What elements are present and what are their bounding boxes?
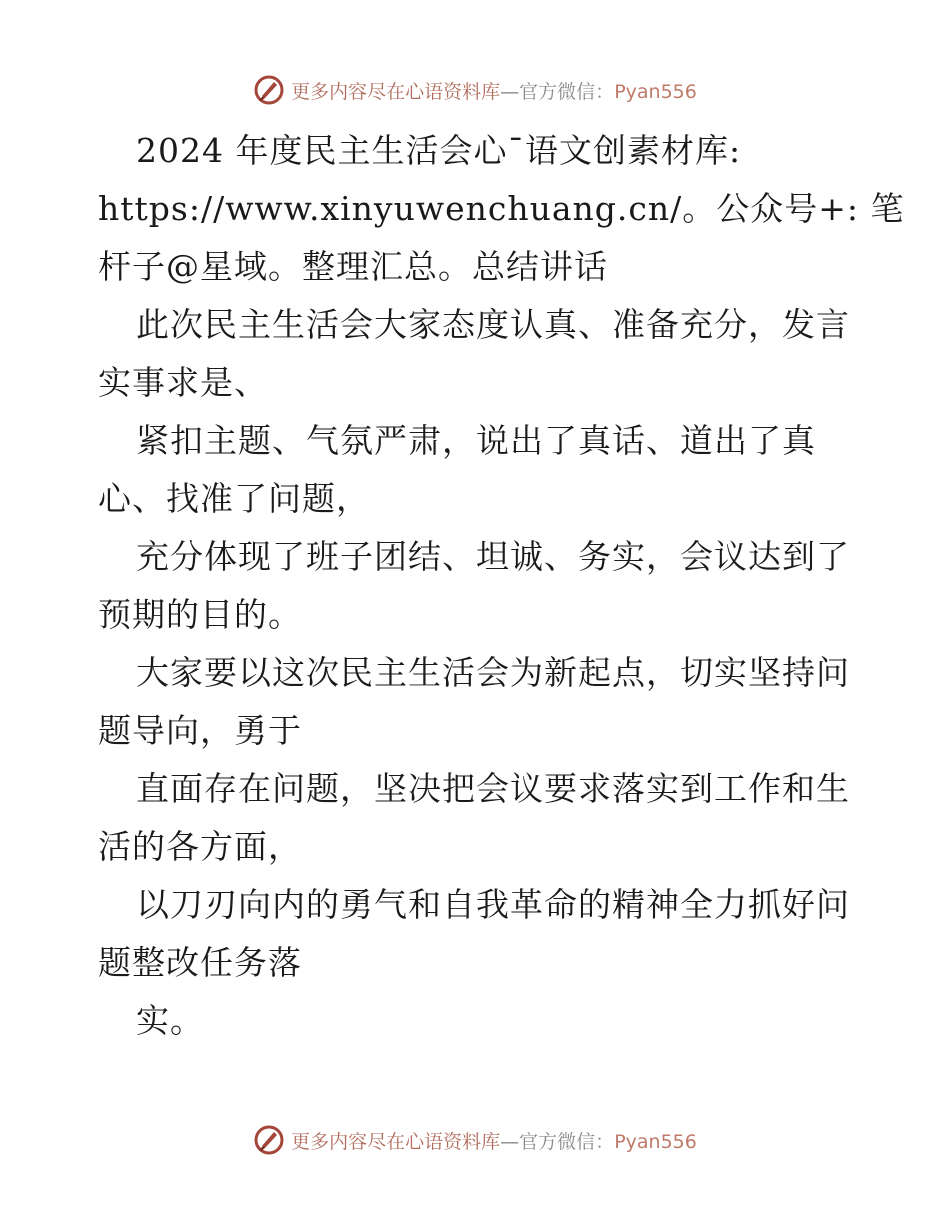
text-line: 直面存在问题，坚决把会议要求落实到工作和生 — [136, 769, 850, 808]
text-line: 2024 年度民主生活会心¯语文创素材库: — [136, 131, 742, 170]
banner-wechat-id: Pyan556 — [614, 1130, 697, 1153]
document-body — [98, 122, 905, 1050]
brush-logo-icon — [253, 74, 285, 106]
header-banner — [0, 70, 950, 110]
text-line: 实事求是、 — [98, 363, 268, 402]
footer-banner — [0, 1120, 950, 1160]
banner-label: 官方微信： — [519, 1130, 615, 1153]
text-line: 活的各方面， — [98, 827, 302, 866]
text-line: 此次民主生活会大家态度认真、准备充分，发言 — [136, 305, 850, 344]
banner-lead: 更多内容尽在心语资料库 — [291, 1130, 501, 1153]
banner-wechat-id: Pyan556 — [614, 80, 697, 103]
text-line: 实。 — [136, 1001, 204, 1040]
text-line: 杆子@星域。整理汇总。总结讲话 — [98, 247, 608, 286]
banner-separator: — — [500, 1130, 520, 1153]
text-line: 题整改任务落 — [98, 943, 302, 982]
footer-banner-text — [291, 1127, 697, 1154]
banner-label: 官方微信： — [519, 80, 615, 103]
text-line: 紧扣主题、气氛严肃，说出了真话、道出了真 — [136, 421, 816, 460]
text-line: 心、找准了问题， — [98, 479, 370, 518]
header-banner-text — [291, 77, 697, 104]
text-line: 以刀刃向内的勇气和自我革命的精神全力抓好问 — [136, 885, 850, 924]
brush-logo-icon — [253, 1124, 285, 1156]
text-line: 充分体现了班子团结、坦诚、务实，会议达到了 — [136, 537, 850, 576]
banner-separator: — — [500, 80, 520, 103]
text-line: 题导向，勇于 — [98, 711, 302, 750]
text-line: 大家要以这次民主生活会为新起点，切实坚持问 — [136, 653, 850, 692]
banner-lead: 更多内容尽在心语资料库 — [291, 80, 501, 103]
text-line: https://www.xinyuwenchuang.cn/。公众号+: 笔 — [98, 189, 905, 228]
text-line: 预期的目的。 — [98, 595, 302, 634]
